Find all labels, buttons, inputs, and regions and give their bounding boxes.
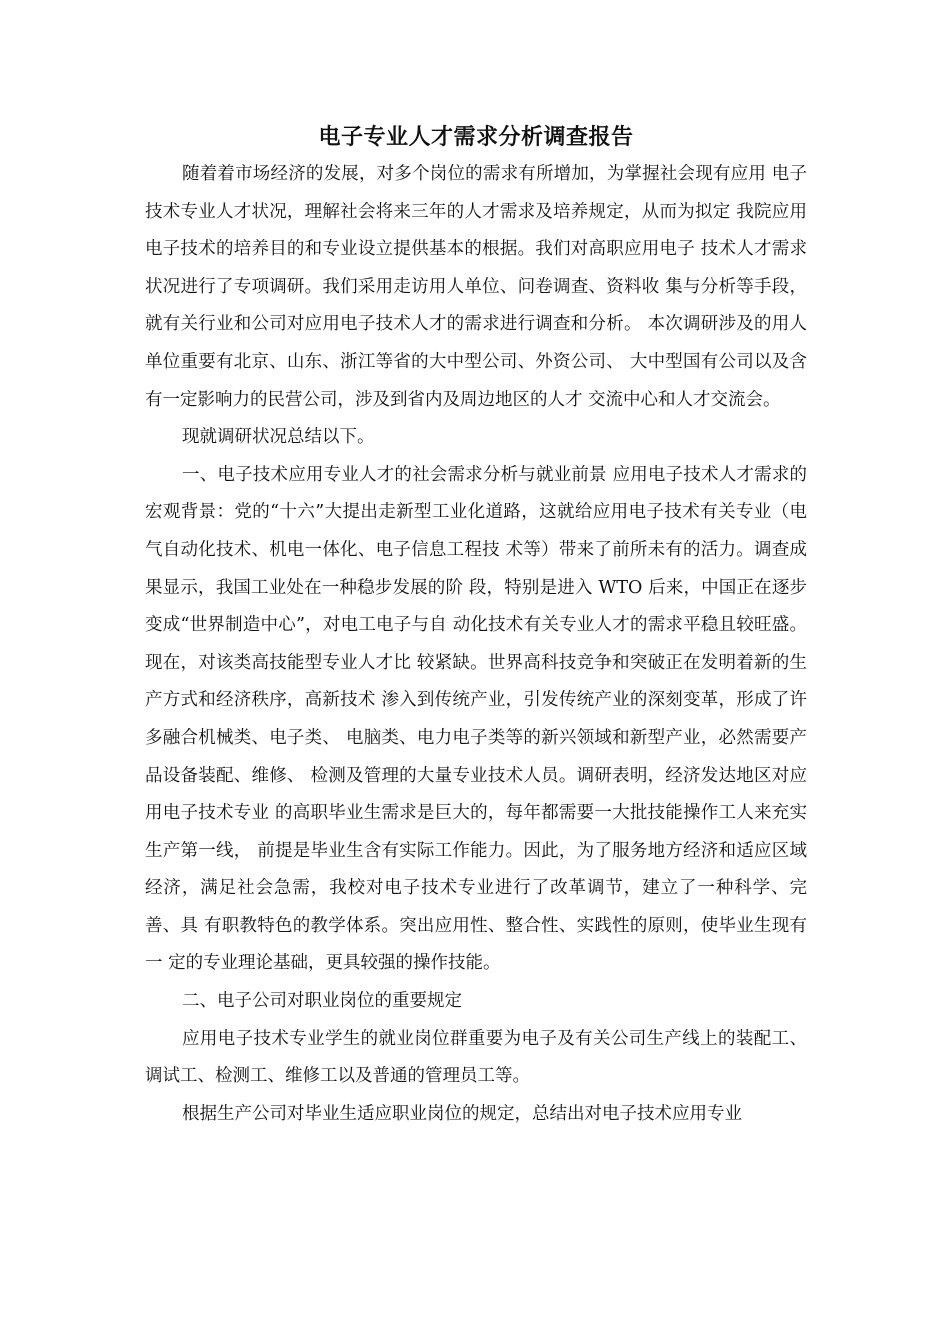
- paragraph-intro: 随着着市场经济的发展，对多个岗位的需求有所增加，为掌握社会现有应用 电子技术专业人才状况，理解社会将来三年的人才需求及培养规定，从而为拟定 我院应用电子技术的培养目的和专业设立提供基本的根据。我们对高职应用电子 技术人才需求状况进行了专项调研。我们采用走访用人单位、问卷调查、资料收 集与分析等手段，就有关行业和公司对应用电子技术人才的需求进行调查和分析。 本次调研涉及的用人单位重要有北京、山东、浙江等省的大中型公司、外资公司、 大中型国有公司以及含有一定影响力的民营公司，涉及到省内及周边地区的人才 交流中心和人才交流会。: [145, 164, 807, 410]
- paragraph-requirements: 根据生产公司对毕业生适应职业岗位的规定，总结出对电子技术应用专业: [182, 1103, 742, 1124]
- document-page: [145, 118, 807, 1133]
- paragraph-summary-lead: 现就调研状况总结以下。: [182, 427, 375, 448]
- paragraph-section-two-heading: 二、电子公司对职业岗位的重要规定: [182, 991, 462, 1012]
- paragraph-section-one: 一、电子技术应用专业人才的社会需求分析与就业前景 应用电子技术人才需求的宏观背景：党的“十六”大提出走新型工业化道路，这就给应用电子技术有关专业（电气自动化技术、机电一体化、电子信息工程技 术等）带来了前所未有的活力。调查成果显示，我国工业处在一种稳步发展的阶 段，特别是进入 WTO 后来，中国正在逐步变成“世界制造中心”，对电工电子与自 动化技术有关专业人才的需求平稳且较旺盛。现在，对该类高技能型专业人才比 较紧缺。世界高科技竞争和突破正在发明着新的生产方式和经济秩序，高新技术 渗入到传统产业，引发传统产业的深刻变革，形成了许多融合机械类、电子类、 电脑类、电力电子类等的新兴领域和新型产业，必然需要产品设备装配、维修、 检测及管理的大量专业技术人员。调研表明，经济发达地区对应用电子技术专业 的高职毕业生需求是巨大的，每年都需要一大批技能操作工人来充实生产第一线， 前提是毕业生含有实际工作能力。因此，为了服务地方经济和适应区域经济，满足社会急需，我校对电子技术专业进行了改革调节，建立了一种科学、完善、具 有职教特色的教学体系。突出应用性、整合性、实践性的原则，使毕业生现有一 定的专业理论基础，更具较强的操作技能。: [145, 464, 807, 974]
- document-title: 电子专业人才需求分析调查报告: [318, 124, 634, 150]
- paragraph-job-positions: 应用电子技术专业学生的就业岗位群重要为电子及有关公司生产线上的装配工、调试工、检测工、维修工以及普通的管理员工等。: [145, 1028, 807, 1087]
